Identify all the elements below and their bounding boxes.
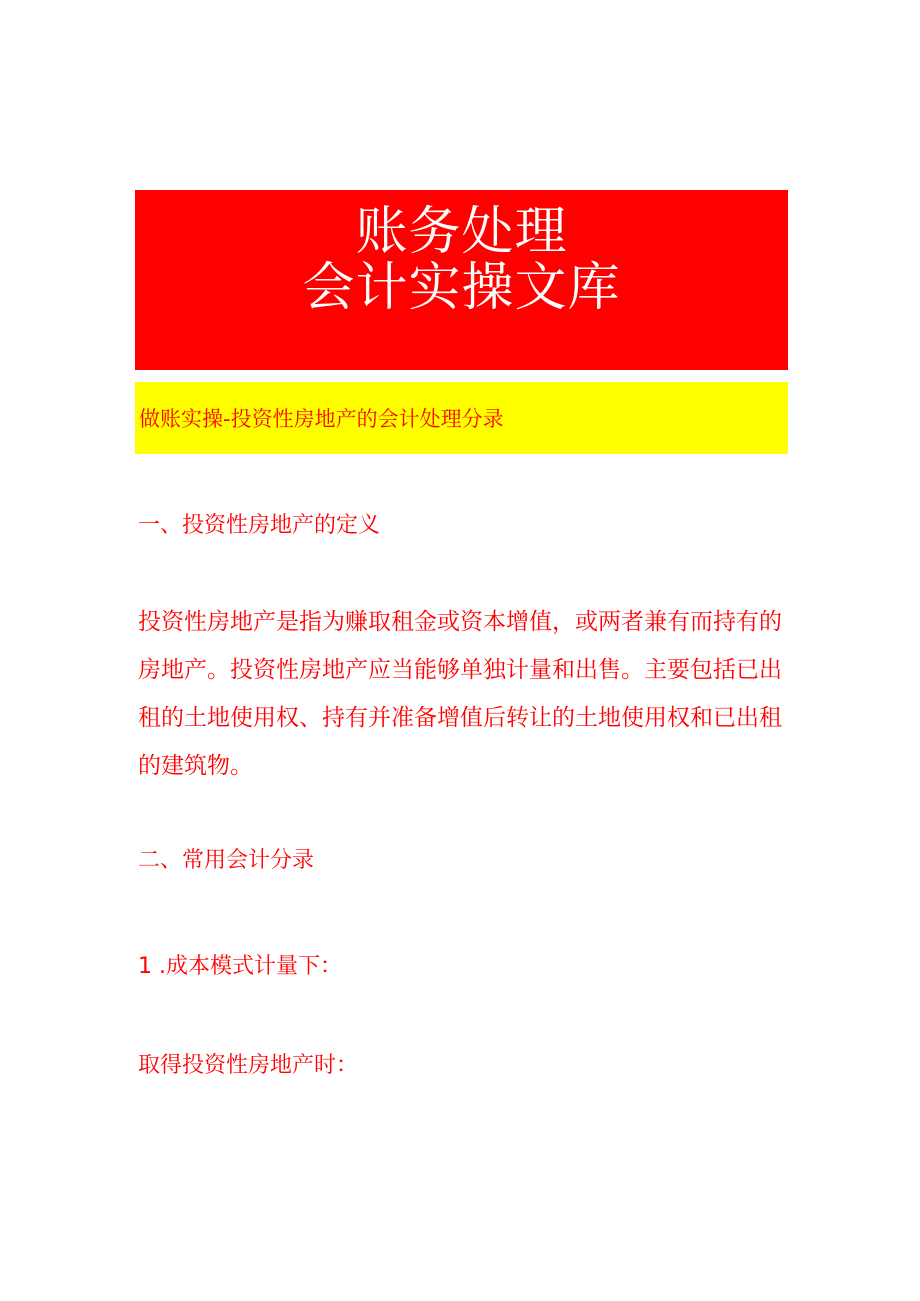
banner-title-line1: 账务处理 [355,202,568,262]
section2-subheading-cost-model: 1 .成本模式计量下： [138,954,342,979]
section2-heading: 二、常用会计分录 [138,848,315,873]
section1-heading: 一、投资性房地产的定义 [138,513,381,538]
subtitle-bar [135,382,788,454]
title-banner [135,190,788,370]
section2-subheading-acquisition: 取得投资性房地产时： [138,1053,359,1078]
subtitle-text: 做账实操-投资性房地产的会计处理分录 [139,407,504,431]
banner-title-line2: 会计实操文库 [302,258,621,318]
section1-paragraph: 投资性房地产是指为赚取租金或资本增值，或两者兼有而持有的房地产。投资性房地产应当能够单独计量和出售。主要包括已出租的土地使用权、持有并准备增值后转让的土地使用权和已出租的建筑物。 [138,609,782,779]
